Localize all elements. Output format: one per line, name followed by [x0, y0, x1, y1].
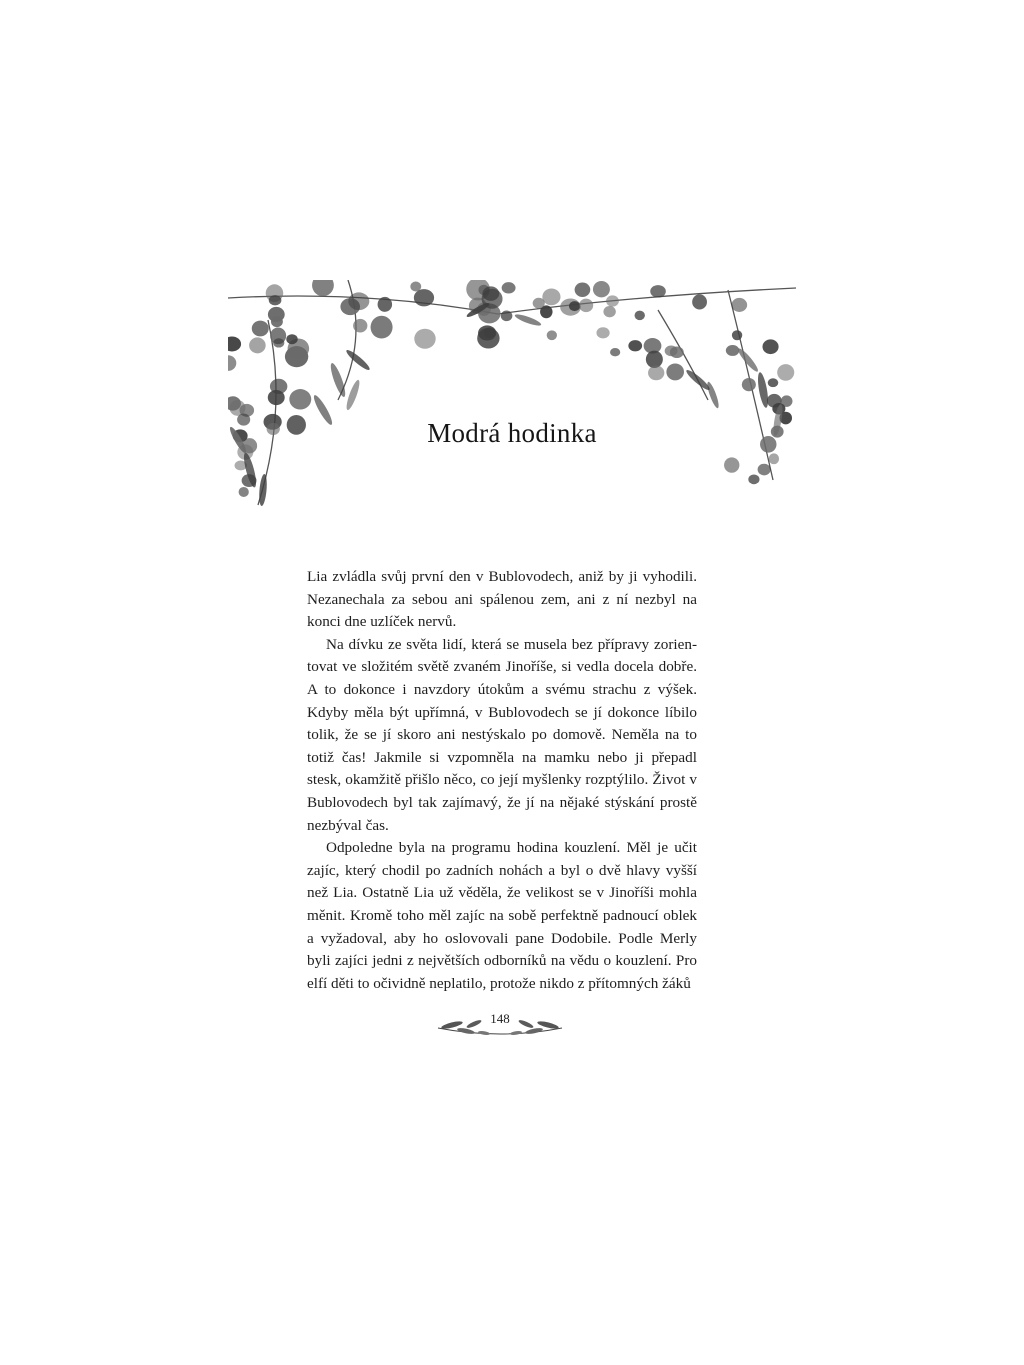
paragraph: Odpoledne byla na programu hodina kouzlení. Měl je učit zajíc, který chodil po zadních nohách a byl o dvě hlavy vyšší než Lia. Ostatně Lia už věděla, že velikost se v Jinoříši mohla měnit. Kromě toho měl zajíc na sobě perfektně padnoucí oblek a vyžadoval, aby ho oslovovali pane Dodobile. Podle Merly byli zajíci jedni z největších odborníků na vědu o kouzlení. Pro elfí děti to očividně neplatilo, protože nikdo z přítomných žáků: [307, 839, 697, 992]
page-number: 148: [490, 1011, 510, 1026]
paragraph: Na dívku ze světa lidí, která se musela bez přípravy zorientovat ve složitém světě zvaném Jinoříše, si vedla docela dobře. A to dokonce i navzdory útokům a svému strachu z výšek. Kdyby měla být upřímná, v Bublovodech se jí dokonce líbilo tolik, že se jí skoro ani nestýskalo po domově. Neměla na to totiž čas! Jakmile si vzpomněla na mamku nebo ji přepadl stesk, okamžitě přišlo něco, co její myšlenky rozptýlilo. Život v Bublovodech byl tak zajímavý, že jí na nějaké stýskání prostě nezbýval čas.: [307, 635, 697, 834]
folio: [430, 1004, 570, 1044]
paragraph: Lia zvládla svůj první den v Bublovodech, aniž by ji vyhodili. Nezanechala za sebou ani spálenou zem, ani z ní nezbyl na konci dne uzlíček nervů.: [307, 568, 697, 631]
eucalyptus-garland-icon: [228, 280, 796, 510]
chapter-title: Modrá hodinka: [427, 418, 597, 448]
body-text: [307, 566, 697, 995]
